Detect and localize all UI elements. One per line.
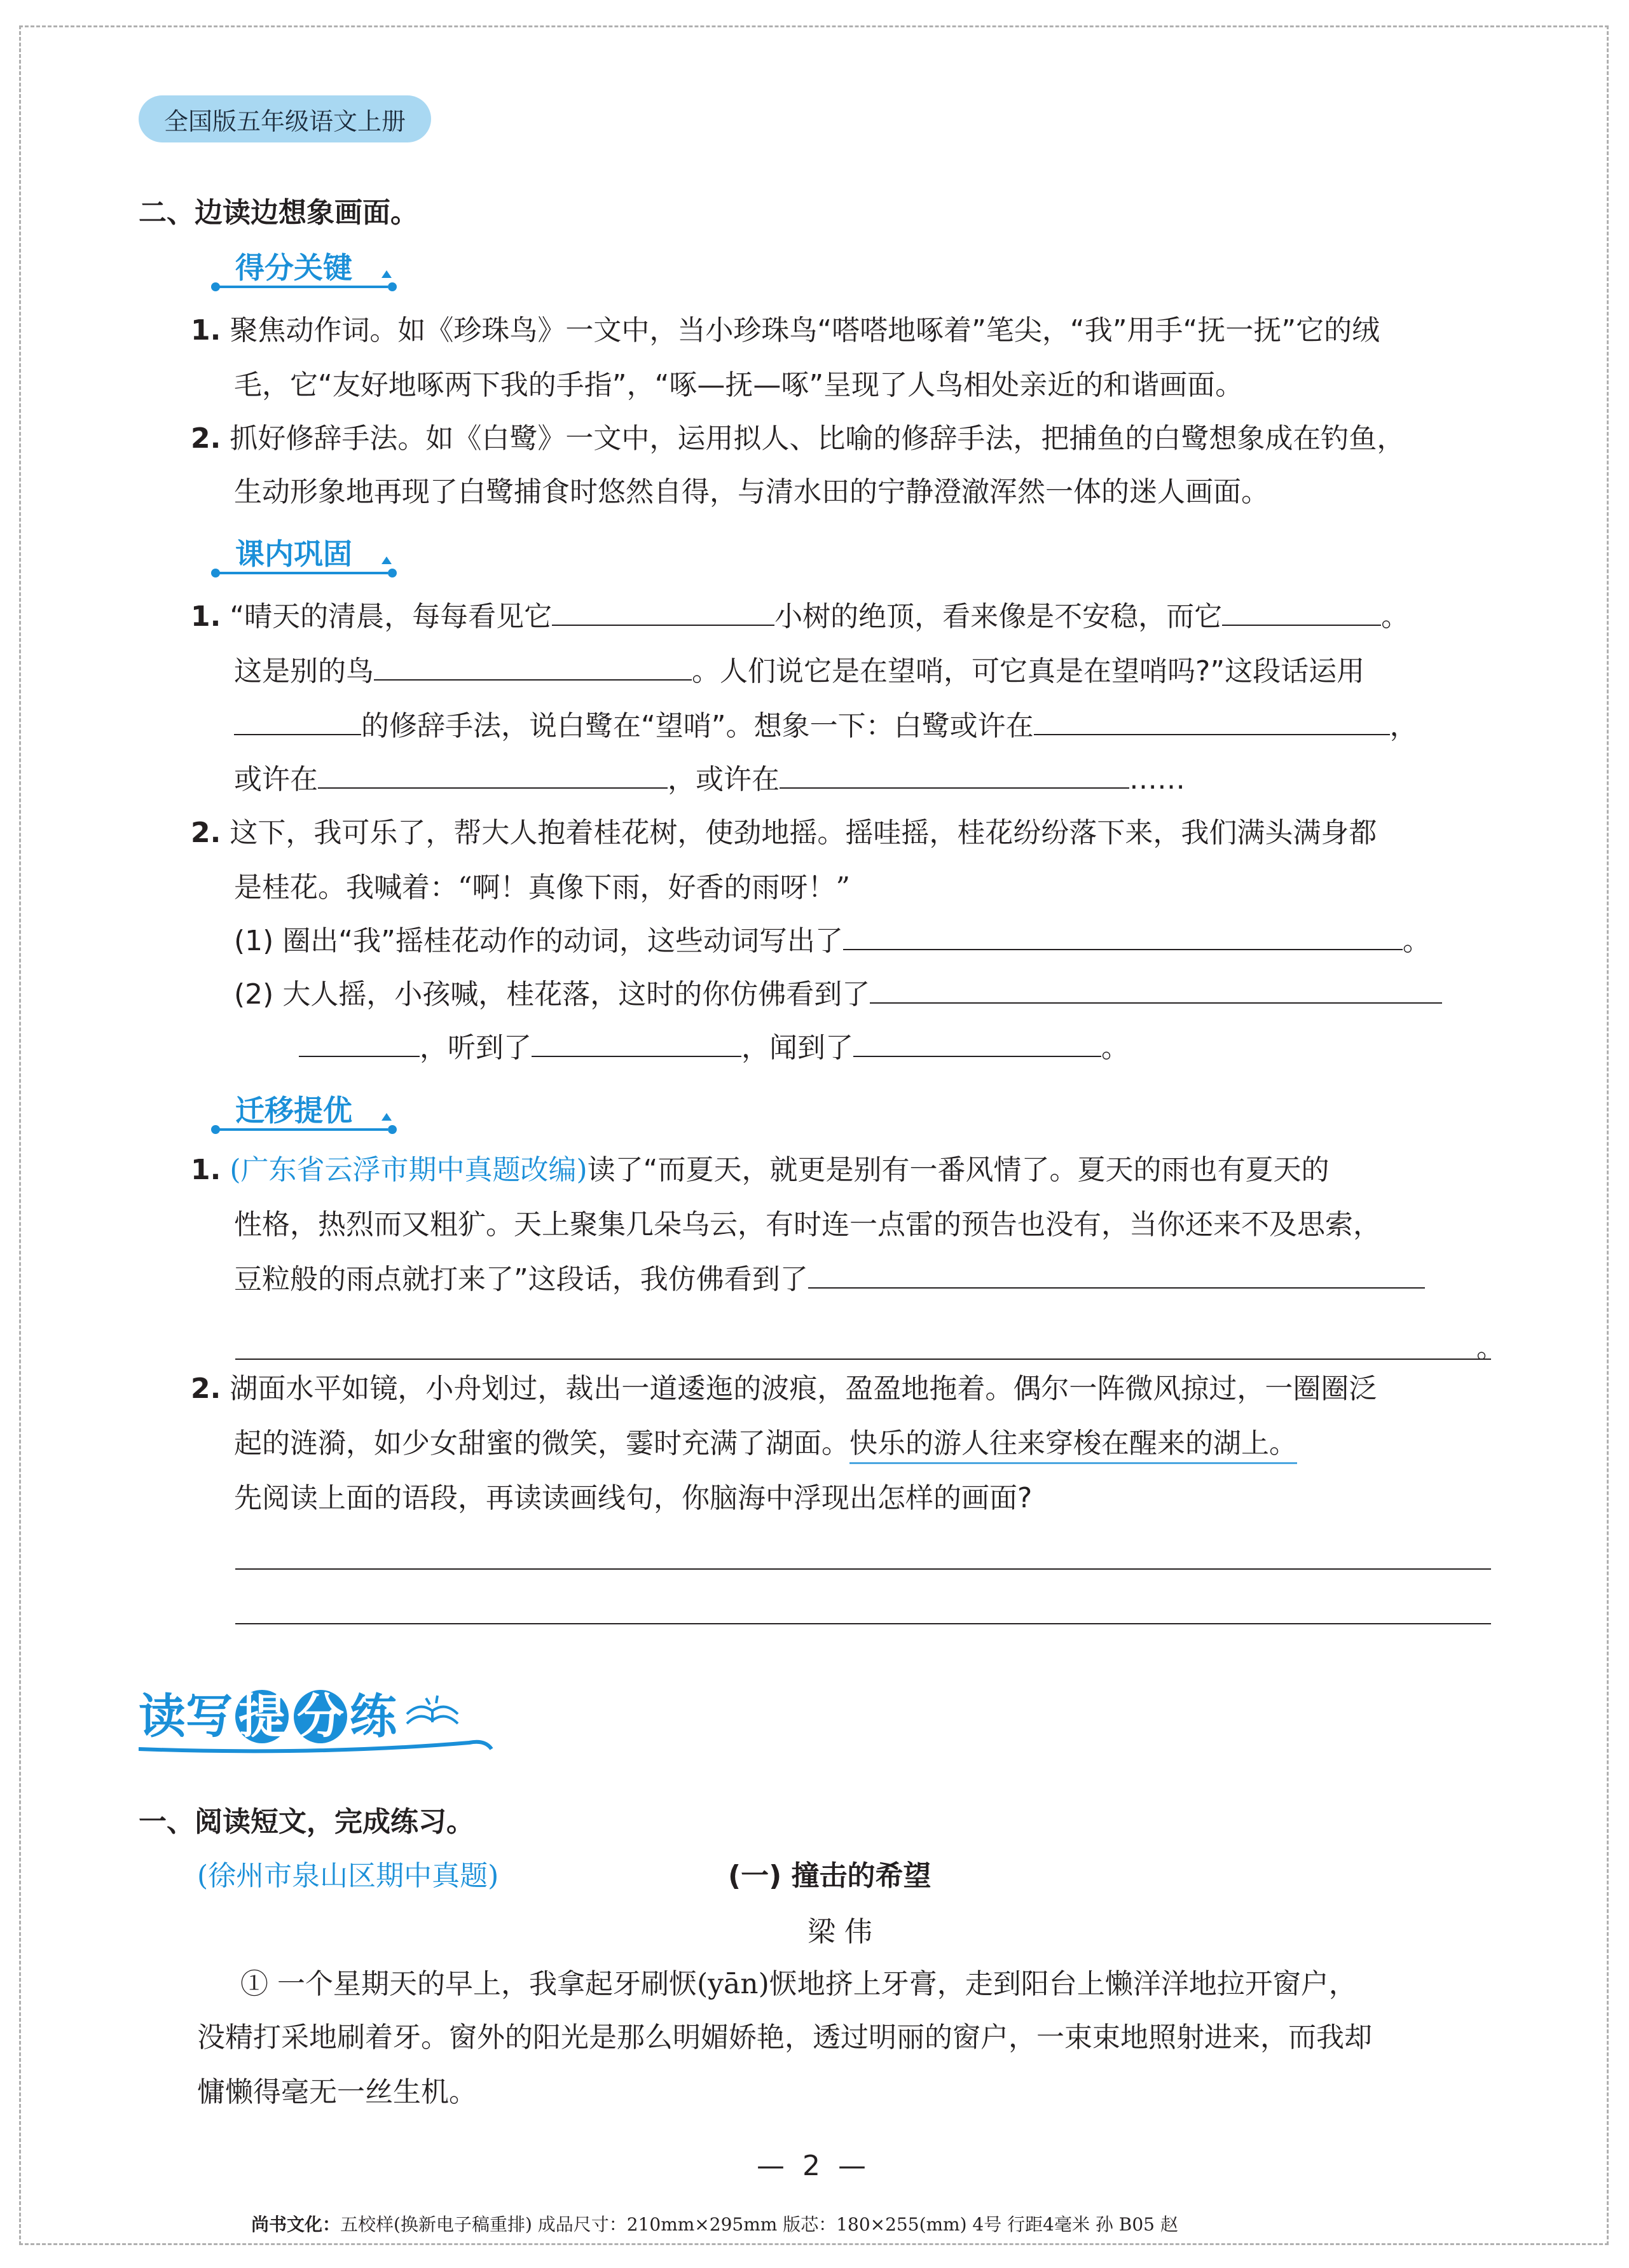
transfer-question-1-line-2: 性格，热烈而又粗犷。天上聚集几朵乌云，有时连一点雷的预告也没有，当你还来不及思索，	[234, 1208, 1381, 1241]
question-1-line-1: 1. “晴天的清晨，每每看见它 小树的绝顶，看来像是不安稳，而它 。	[191, 600, 1410, 633]
tag-transfer	[203, 1088, 401, 1132]
transfer-question-1: 1. (广东省云浮市期中真题改编)读了“而夏天，就更是别有一番风情了。夏天的雨也有夏天的	[191, 1154, 1330, 1186]
answer-blank[interactable]	[299, 1030, 420, 1057]
print-footer: 尚书文化：五校样(换新电子稿重排) 成品尺寸：210mm×295mm 版芯：180×255(mm) 4号 行距4毫米 孙 B05 赵	[251, 2214, 1178, 2235]
answer-blank[interactable]	[808, 1262, 1425, 1289]
question-2-sub-2: (2) 大人摇，小孩喊，桂花落，这时的你仿佛看到了	[234, 976, 1442, 1014]
tag-score-key	[203, 245, 401, 289]
open-book-icon	[401, 1685, 464, 1736]
key-point-1-cont: 毛，它“友好地啄两下我的手指”，“啄—抚—啄”呈现了人鸟相处亲近的和谐画面。	[234, 369, 1244, 401]
question-1-line-3: 的修辞手法，说白鹭在“望哨”。想象一下：白鹭或许在 ，	[234, 707, 1418, 745]
question-2-passage: 2. 这下，我可乐了，帮大人抱着桂花树，使劲地摇。摇哇摇，桂花纷纷落下来，我们满头满身都	[191, 817, 1377, 849]
tag-label: 得分关键	[235, 251, 352, 285]
answer-blank[interactable]	[234, 709, 361, 735]
key-point-2-cont: 生动形象地再现了白鹭捕食时悠然自得，与清水田的宁静澄澈浑然一体的迷人画面。	[234, 476, 1269, 508]
transfer-question-1-line-3: 豆粒般的雨点就打来了”这段话，我仿佛看到了	[234, 1261, 1425, 1299]
answer-blank[interactable]	[780, 762, 1129, 789]
page-border	[19, 25, 1609, 2245]
answer-line[interactable]	[235, 1359, 1491, 1360]
answer-blank[interactable]	[532, 1030, 741, 1057]
paragraph-1-line-1: ① 一个星期天的早上，我拿起牙刷恹(yān)恹地挤上牙膏，走到阳台上懒洋洋地拉开窗户，	[240, 1968, 1357, 2000]
answer-blank[interactable]	[318, 762, 668, 789]
key-point-2: 2. 抓好修辞手法。如《白鹭》一文中，运用拟人、比喻的修辞手法，把捕鱼的白鹭想象成在钓鱼，	[191, 422, 1405, 455]
answer-blank[interactable]	[843, 923, 1403, 950]
paragraph-1-line-2: 没精打采地刷着牙。窗外的阳光是那么明媚娇艳，透过明丽的窗户，一束束地照射进来，而我却	[197, 2021, 1372, 2054]
reading-source: (徐州市泉山区期中真题)	[197, 1860, 499, 1892]
book-label: 全国版五年级语文上册	[139, 95, 431, 142]
section-title: 二、边读边想象画面。	[139, 197, 418, 229]
paragraph-1-line-3: 慵懒得毫无一丝生机。	[197, 2076, 477, 2108]
answer-blank[interactable]	[870, 977, 1442, 1004]
article-author: 梁 伟	[808, 1916, 872, 1948]
transfer-question-2-line-2: 起的涟漪，如少女甜蜜的微笑，霎时充满了湖面。快乐的游人往来穿梭在醒来的湖上。	[234, 1425, 1297, 1463]
answer-blank[interactable]	[374, 654, 692, 681]
answer-blank[interactable]	[1222, 599, 1381, 626]
transfer-question-2: 2. 湖面水平如镜，小舟划过，裁出一道逶迤的波痕，盈盈地拖着。偶尔一阵微风掠过，一圈圈泛	[191, 1373, 1377, 1405]
banner-underline	[139, 1736, 495, 1762]
key-point-1: 1. 聚焦动作词。如《珍珠鸟》一文中，当小珍珠鸟“嗒嗒地啄着”笔尖，“我”用手“抚一抚”它的绒	[191, 314, 1380, 347]
transfer-question-2-prompt: 先阅读上面的语段，再读读画线句，你脑海中浮现出怎样的画面?	[234, 1482, 1033, 1514]
answer-blank[interactable]	[1034, 709, 1390, 735]
answer-line[interactable]	[235, 1568, 1491, 1570]
question-source: (广东省云浮市期中真题改编)	[230, 1154, 588, 1186]
question-2-sub-1: (1) 圈出“我”摇桂花动作的动词，这些动词写出了 。	[234, 925, 1431, 957]
question-2-sub-2-cont: ，听到了 ，闻到了 。	[299, 1029, 1129, 1067]
tag-label: 课内巩固	[235, 537, 352, 571]
answer-line[interactable]	[235, 1623, 1491, 1624]
tag-label: 迁移提优	[235, 1093, 352, 1128]
question-1-line-2: 这是别的鸟 。人们说它是在望哨，可它真是在望哨吗?”这段话运用	[234, 655, 1365, 688]
page-number: — 2 —	[757, 2150, 866, 2182]
tag-in-class	[203, 531, 401, 576]
question-1-line-4: 或许在 ，或许在 ……	[234, 763, 1185, 796]
article-title: (一) 撞击的希望	[728, 1860, 931, 1892]
answer-blank[interactable]	[853, 1030, 1101, 1057]
question-2-passage-cont: 是桂花。我喊着：“啊！真像下雨，好香的雨呀！”	[234, 871, 850, 904]
sentence-end: 。	[1476, 1332, 1504, 1364]
answer-blank[interactable]	[552, 599, 774, 626]
reading-section-title: 一、阅读短文，完成练习。	[139, 1806, 474, 1838]
section-banner: 读写 提 分 练	[139, 1689, 397, 1744]
underlined-sentence: 快乐的游人往来穿梭在醒来的湖上。	[849, 1427, 1297, 1464]
